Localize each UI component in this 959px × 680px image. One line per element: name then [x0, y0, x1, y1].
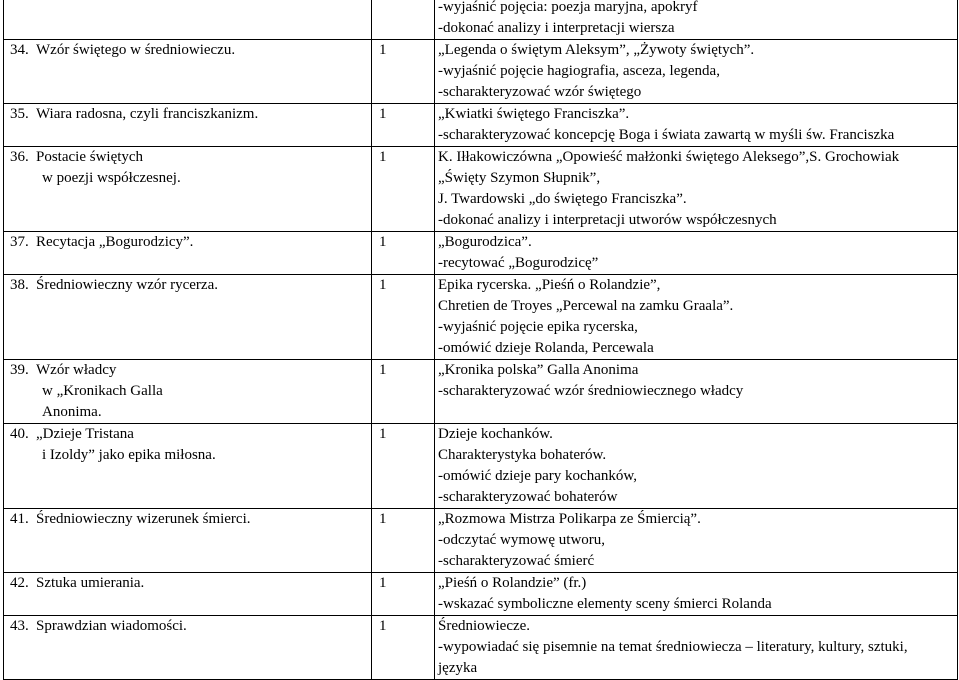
table-row	[4, 0, 958, 40]
lesson-plan-table	[3, 0, 958, 680]
topic-line	[10, 424, 367, 445]
topic-line	[10, 616, 367, 637]
content-line: Charakterystyka bohaterów.	[438, 447, 607, 463]
content-line: -wyjaśnić pojęcie epika rycerska,	[438, 319, 638, 335]
topic-line	[10, 275, 367, 296]
topic-cell	[4, 147, 372, 232]
hours-cell: 1	[372, 40, 435, 104]
table-row	[4, 40, 958, 104]
topic-cell	[4, 0, 372, 40]
content-line: języka	[438, 660, 478, 676]
content-line: -omówić dzieje pary kochanków,	[438, 468, 637, 484]
topic-text: Sztuka umierania.	[36, 575, 145, 591]
topic-line	[10, 360, 367, 381]
lesson-number: 35.	[10, 106, 29, 122]
content-cell	[435, 40, 958, 104]
lesson-number: 37.	[10, 234, 29, 250]
table-row	[4, 104, 958, 147]
topic-cell	[4, 104, 372, 147]
content-line: „Kronika polska” Galla Anonima	[438, 362, 639, 378]
topic-cell	[4, 360, 372, 424]
content-cell	[435, 424, 958, 509]
lesson-number: 41.	[10, 511, 29, 527]
lesson-number: 43.	[10, 618, 29, 634]
content-line: „Rozmowa Mistrza Polikarpa ze Śmiercią”.	[438, 511, 701, 527]
topic-text: Wiara radosna, czyli franciszkanizm.	[36, 106, 259, 122]
topic-text: Średniowieczny wzór rycerza.	[36, 277, 218, 293]
topic-text: Sprawdzian wiadomości.	[36, 618, 187, 634]
hours-cell: 1	[372, 275, 435, 360]
content-line: -scharakteryzować wzór świętego	[438, 84, 642, 100]
hours-cell: 1	[372, 573, 435, 616]
table-body	[4, 0, 958, 680]
hours-cell: 1	[372, 360, 435, 424]
topic-text: Wzór władcy	[36, 362, 117, 378]
topic-cell	[4, 424, 372, 509]
content-cell	[435, 509, 958, 573]
content-line: Dzieje kochanków.	[438, 426, 553, 442]
content-line: -scharakteryzować śmierć	[438, 553, 595, 569]
lesson-number: 39.	[10, 362, 29, 378]
topic-text: Postacie świętych	[36, 149, 144, 165]
table-row	[4, 360, 958, 424]
table-row	[4, 147, 958, 232]
content-cell	[435, 147, 958, 232]
content-line: -wypowiadać się pisemnie na temat średniowiecza – literatury, kultury, sztuki,	[438, 639, 908, 655]
topic-line	[10, 40, 367, 61]
content-line: Średniowiecze.	[438, 618, 531, 634]
table-row	[4, 275, 958, 360]
table-row	[4, 509, 958, 573]
content-cell	[435, 0, 958, 40]
content-line: -wskazać symboliczne elementy sceny śmierci Rolanda	[438, 596, 772, 612]
topic-cell	[4, 232, 372, 275]
content-line: -recytować „Bogurodzicę”	[438, 255, 599, 271]
hours-cell: 1	[372, 232, 435, 275]
content-line: „Legenda o świętym Aleksym”, „Żywoty świętych”.	[438, 42, 755, 58]
table-row	[4, 232, 958, 275]
topic-cell	[4, 40, 372, 104]
topic-line: Anonima.	[42, 404, 102, 420]
topic-line	[10, 232, 367, 253]
topic-line: w „Kronikach Galla	[42, 383, 163, 399]
topic-cell	[4, 573, 372, 616]
content-line: -scharakteryzować koncepcję Boga i świata zawartą w myśli św. Franciszka	[438, 127, 895, 143]
table-row	[4, 573, 958, 616]
hours-cell: 1	[372, 616, 435, 680]
lesson-number: 42.	[10, 575, 29, 591]
topic-line	[10, 104, 367, 125]
topic-cell	[4, 509, 372, 573]
topic-line	[10, 509, 367, 530]
content-line: -odczytać wymowę utworu,	[438, 532, 606, 548]
content-cell	[435, 616, 958, 680]
topic-text: „Dzieje Tristana	[36, 426, 134, 442]
topic-line: w poezji współczesnej.	[42, 170, 181, 186]
content-line: -wyjaśnić pojęcie hagiografia, asceza, legenda,	[438, 63, 720, 79]
content-line: -omówić dzieje Rolanda, Percewala	[438, 340, 654, 356]
hours-cell: 1	[372, 147, 435, 232]
content-line: „Pieśń o Rolandzie” (fr.)	[438, 575, 587, 591]
content-cell	[435, 360, 958, 424]
table-row	[4, 424, 958, 509]
content-line: K. Iłłakowiczówna „Opowieść małżonki świętego Aleksego”,S. Grochowiak	[438, 149, 900, 165]
topic-cell	[4, 616, 372, 680]
topic-text: Recytacja „Bogurodzicy”.	[36, 234, 194, 250]
hours-cell: 1	[372, 104, 435, 147]
content-cell	[435, 275, 958, 360]
topic-cell	[4, 275, 372, 360]
lesson-number: 40.	[10, 426, 29, 442]
lesson-number: 38.	[10, 277, 29, 293]
content-cell	[435, 232, 958, 275]
topic-line	[10, 573, 367, 594]
hours-cell	[372, 0, 435, 40]
content-line: „Bogurodzica”.	[438, 234, 532, 250]
hours-cell: 1	[372, 509, 435, 573]
table-row	[4, 616, 958, 680]
topic-text: Średniowieczny wizerunek śmierci.	[36, 511, 251, 527]
lesson-number: 36.	[10, 149, 29, 165]
content-line: J. Twardowski „do świętego Franciszka”.	[438, 191, 687, 207]
content-line: -wyjaśnić pojęcia: poezja maryjna, apokryf	[438, 0, 698, 15]
content-line: „Święty Szymon Słupnik”,	[438, 170, 601, 186]
content-line: „Kwiatki świętego Franciszka”.	[438, 106, 630, 122]
topic-text: Wzór świętego w średniowieczu.	[36, 42, 236, 58]
content-line: -scharakteryzować bohaterów	[438, 489, 618, 505]
lesson-number: 34.	[10, 42, 29, 58]
content-line: -dokonać analizy i interpretacji utworów współczesnych	[438, 212, 777, 228]
content-line: Epika rycerska. „Pieśń o Rolandzie”,	[438, 277, 661, 293]
topic-line: i Izoldy” jako epika miłosna.	[42, 447, 216, 463]
content-cell	[435, 573, 958, 616]
topic-line	[10, 147, 367, 168]
content-line: -dokonać analizy i interpretacji wiersza	[438, 20, 675, 36]
content-cell	[435, 104, 958, 147]
content-line: Chretien de Troyes „Percewal na zamku Graala”.	[438, 298, 734, 314]
hours-cell: 1	[372, 424, 435, 509]
content-line: -scharakteryzować wzór średniowiecznego władcy	[438, 383, 744, 399]
